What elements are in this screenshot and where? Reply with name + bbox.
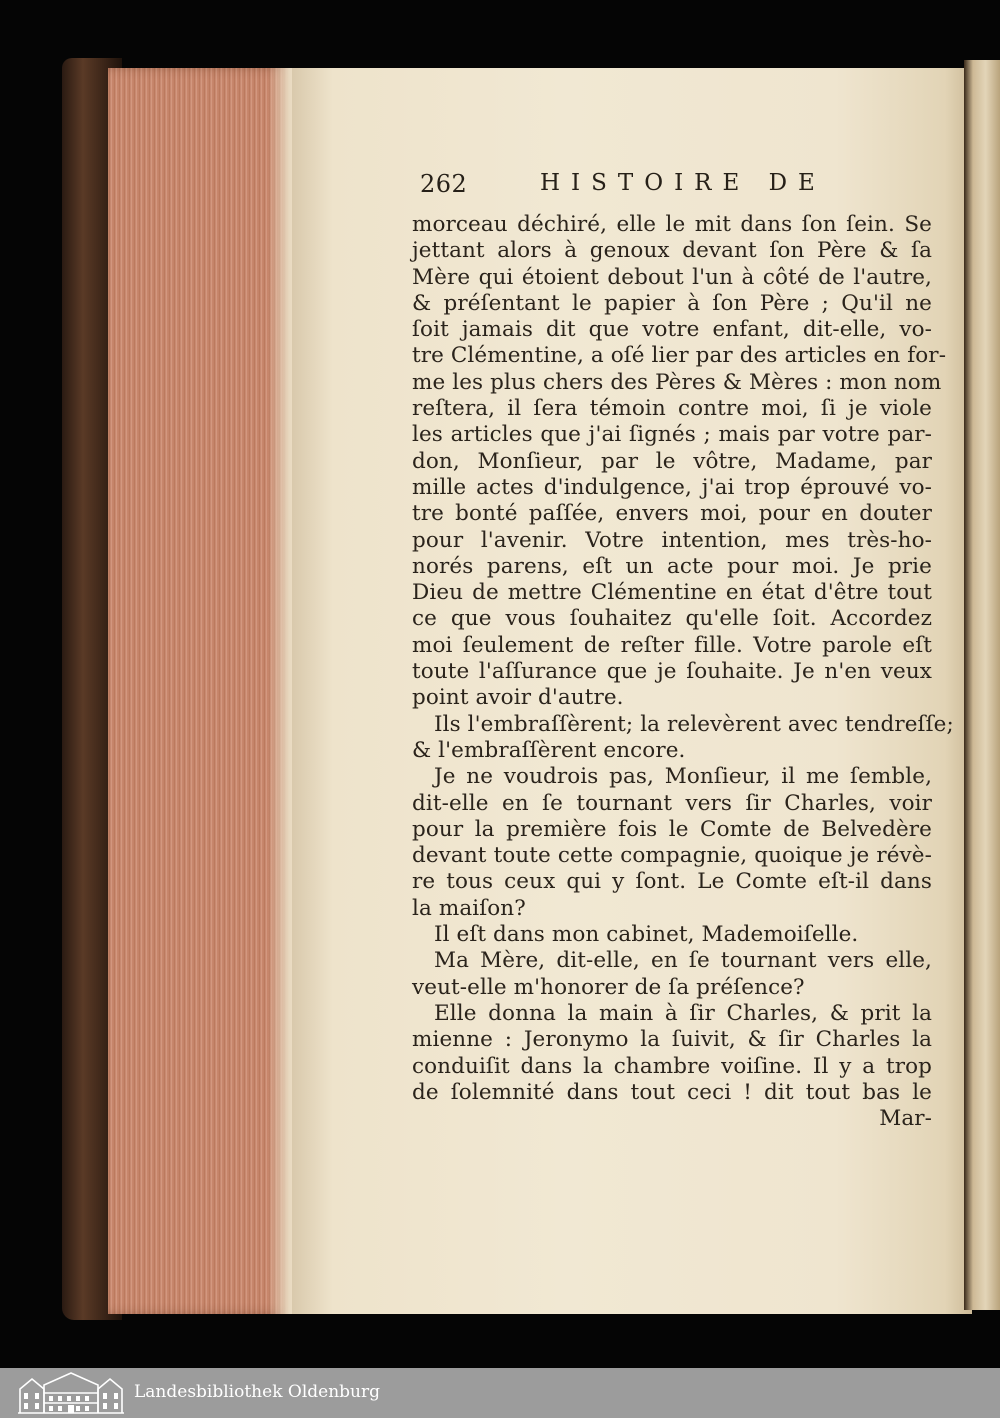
running-head: HISTOIRE DE bbox=[540, 170, 826, 196]
text-line: toute l'aſſurance que je ſouhaite. Je n'en veux bbox=[412, 659, 932, 685]
text-line: de ſolemnité dans tout ceci ! dit tout bas le bbox=[412, 1079, 932, 1105]
body-text bbox=[412, 212, 954, 1132]
text-line: don, Monſieur, par le vôtre, Madame, par bbox=[412, 448, 932, 474]
text-line: & l'embraſſèrent encore. bbox=[412, 737, 686, 763]
text-line: ſoit jamais dit que votre enfant, dit-elle, vo- bbox=[412, 317, 932, 343]
text-line: pour l'avenir. Votre intention, mes très-ho- bbox=[412, 527, 932, 553]
text-line: mienne : Jeronymo la ſuivit, & ſir Charles la bbox=[412, 1027, 932, 1053]
text-line: devant toute cette compagnie, quoique je révè- bbox=[412, 843, 932, 869]
text-line: Je ne voudrois pas, Monſieur, il me ſemble, bbox=[434, 764, 932, 790]
text-line: la maiſon? bbox=[412, 895, 526, 921]
text-line: Mère qui étoient debout l'un à côté de l'autre, bbox=[412, 264, 932, 290]
facing-page-edge bbox=[964, 60, 1000, 1310]
text-line: Ma Mère, dit-elle, en ſe tournant vers elle, bbox=[434, 948, 932, 974]
text-line: les articles que j'ai ſignés ; mais par votre par- bbox=[412, 422, 932, 448]
text-line: Elle donna la main à ſir Charles, & prit la bbox=[434, 1000, 932, 1026]
text-line: dit-elle en ſe tournant vers ſir Charles, voir bbox=[412, 790, 932, 816]
text-line: point avoir d'autre. bbox=[412, 685, 624, 711]
text-line: conduiſit dans la chambre voiſine. Il y a trop bbox=[412, 1053, 932, 1079]
text-line: Dieu de mettre Clémentine en état d'être tout bbox=[412, 580, 932, 606]
text-line: Ils l'embraſſèrent; la relevèrent avec tendreſſe; bbox=[434, 711, 954, 737]
text-line: tre Clémentine, a oſé lier par des articles en for- bbox=[412, 343, 947, 369]
text-line: re tous ceux qui y ſont. Le Comte eſt-il dans bbox=[412, 869, 932, 895]
footer-bar bbox=[0, 1368, 1000, 1418]
text-line: & préſentant le papier à ſon Père ; Qu'il ne bbox=[412, 290, 932, 316]
text-line: reſtera, il ſera témoin contre moi, ſi je viole bbox=[412, 396, 932, 422]
library-building-icon bbox=[18, 1371, 124, 1415]
text-line: Mar- bbox=[879, 1106, 932, 1132]
text-line: Il eſt dans mon cabinet, Mademoiſelle. bbox=[434, 922, 859, 948]
page-number: 262 bbox=[420, 170, 468, 198]
text-line: norés parens, eſt un acte pour moi. Je prie bbox=[412, 553, 932, 579]
text-line: jettant alors à genoux devant ſon Père & ſa bbox=[412, 238, 932, 264]
text-line: ce que vous ſouhaitez qu'elle ſoit. Accordez bbox=[412, 606, 932, 632]
library-name: Landesbibliothek Oldenburg bbox=[134, 1382, 381, 1402]
text-line: me les plus chers des Pères & Mères : mon nom bbox=[412, 369, 942, 395]
text-line: veut-elle m'honorer de ſa préſence? bbox=[412, 974, 805, 1000]
text-line: moi ſeulement de reſter fille. Votre parole eſt bbox=[412, 632, 932, 658]
page-header bbox=[420, 170, 930, 204]
text-line: tre bonté paſſée, envers moi, pour en douter bbox=[412, 501, 932, 527]
text-line: mille actes d'indulgence, j'ai trop éprouvé vo- bbox=[412, 474, 932, 500]
text-line: morceau déchiré, elle le mit dans ſon ſein. Se bbox=[412, 212, 932, 237]
text-line: pour la première fois le Comte de Belvedère bbox=[412, 816, 932, 842]
